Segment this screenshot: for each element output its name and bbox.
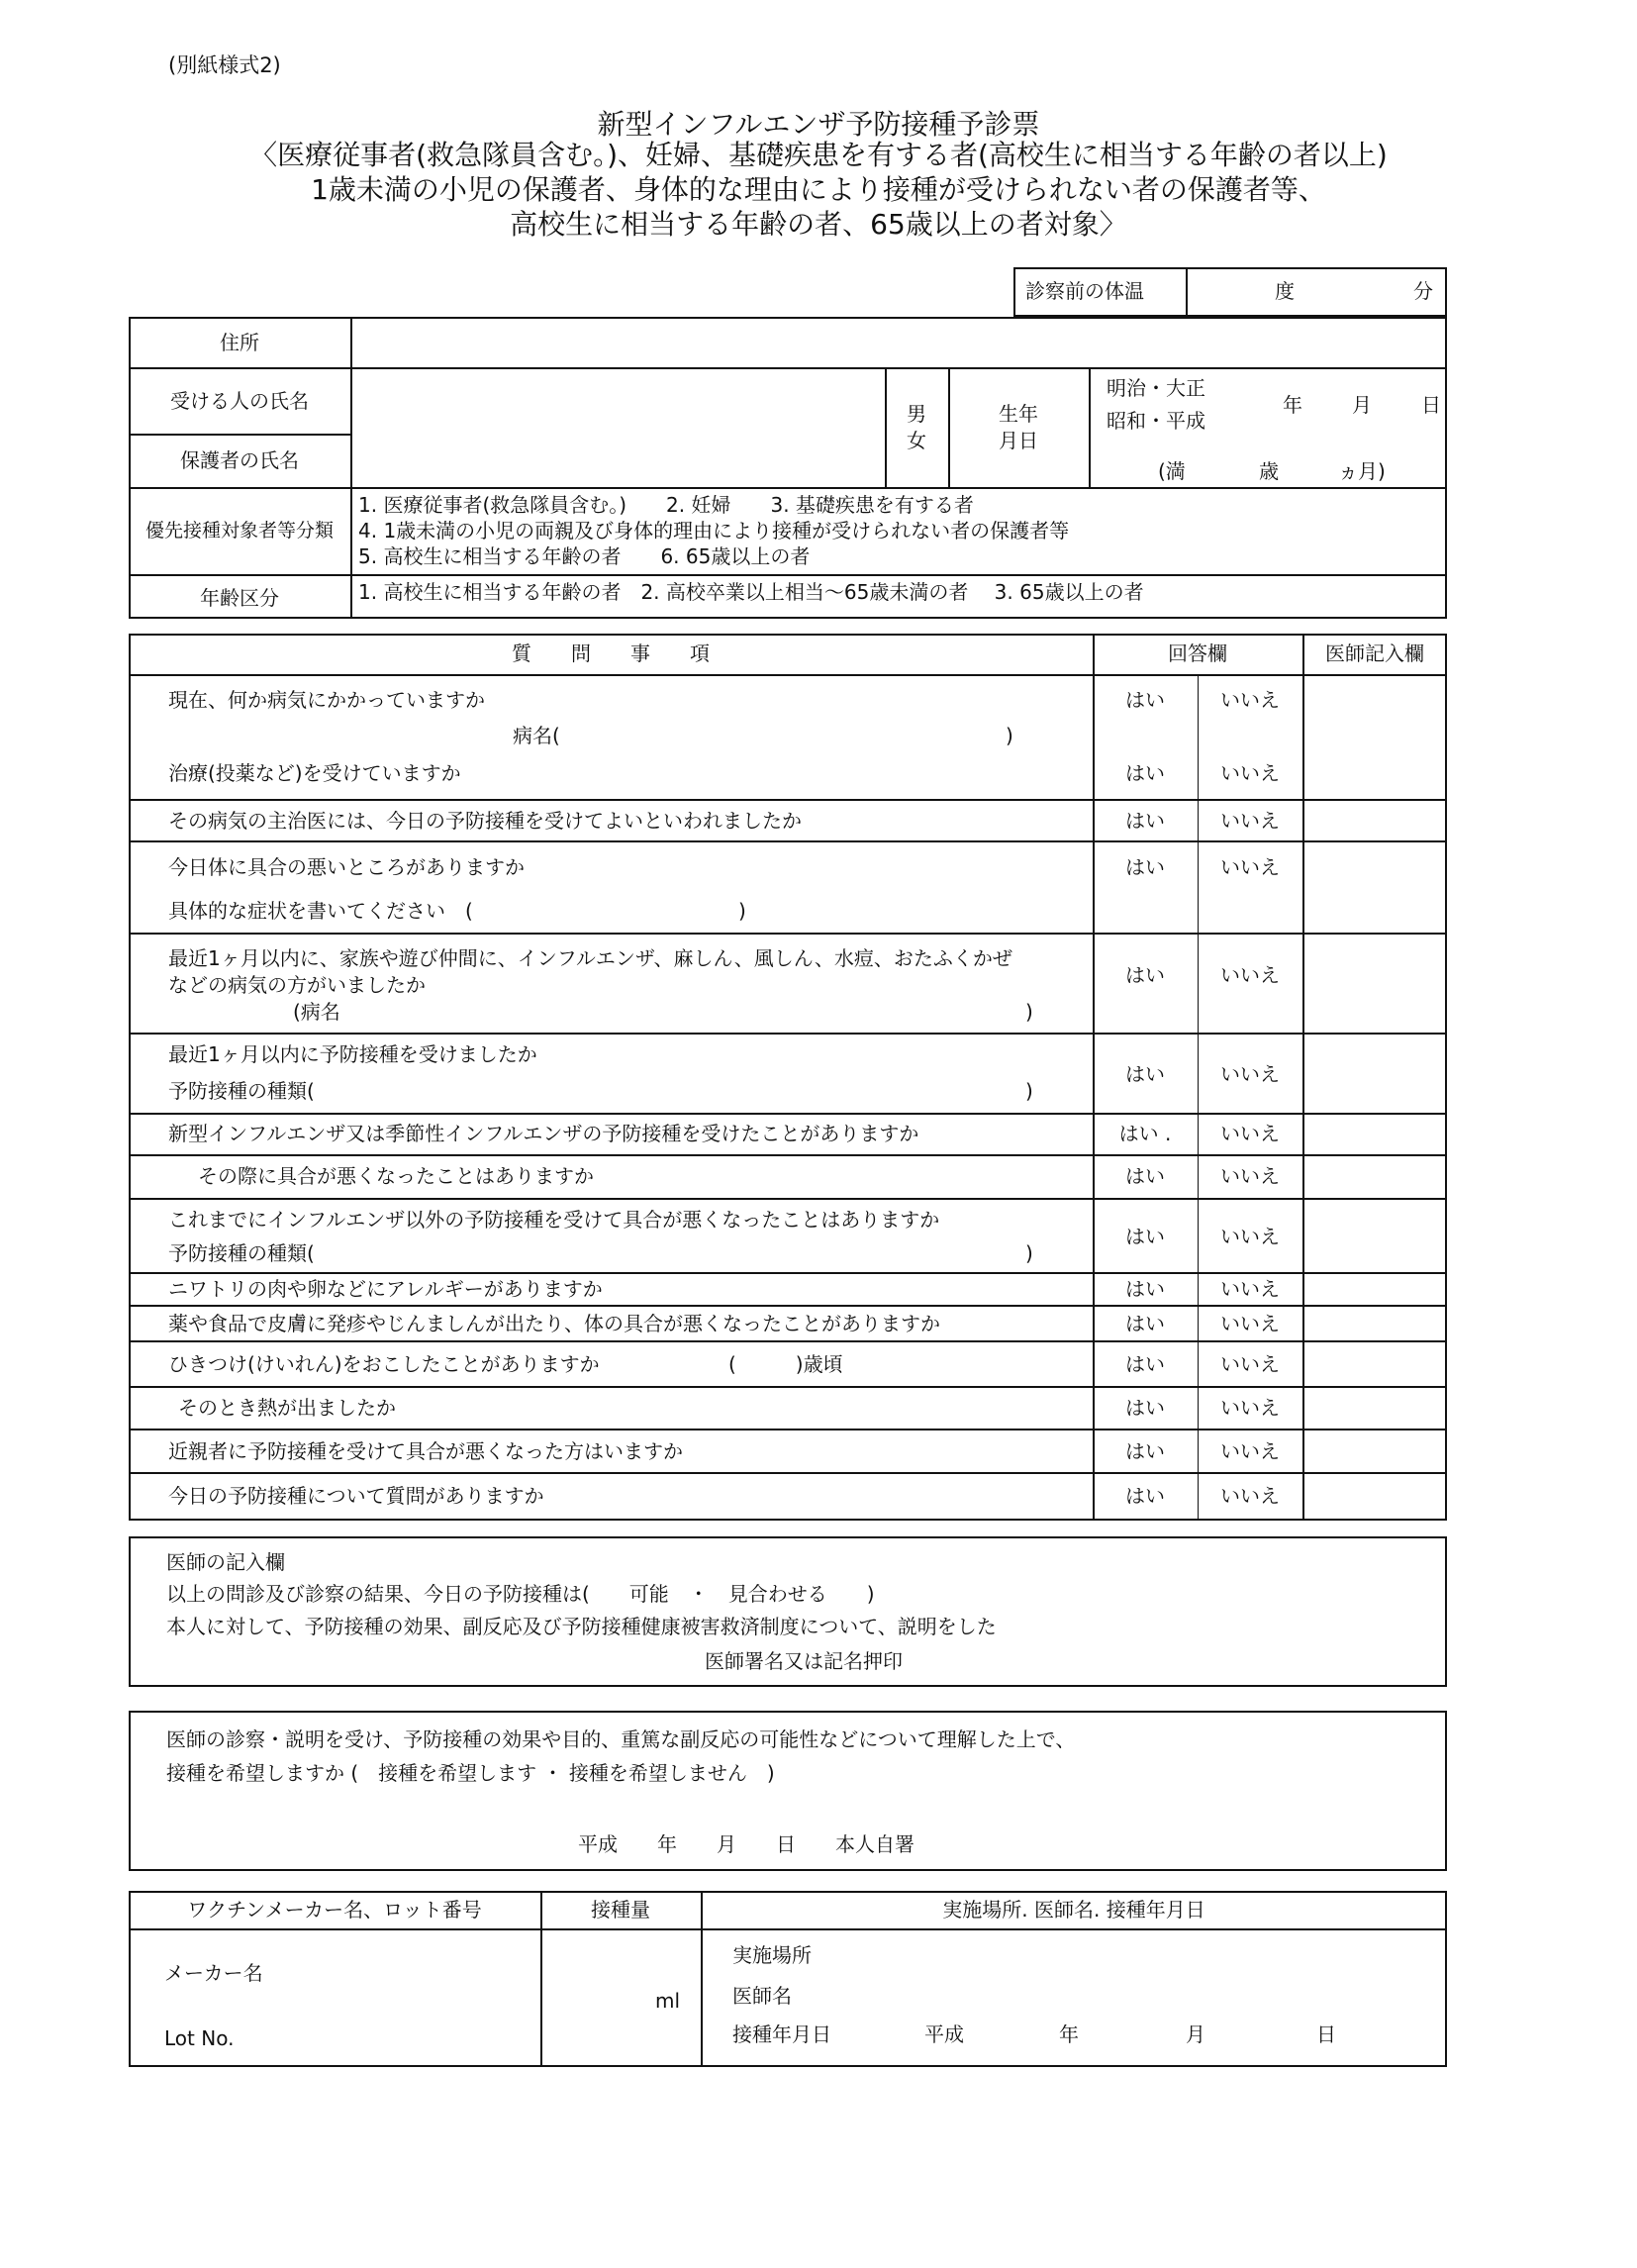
vaccine-type-prompt[interactable]: 予防接種の種類( bbox=[168, 1241, 315, 1265]
maker-name-label[interactable]: メーカー名 bbox=[164, 1961, 263, 1985]
form-title: 新型インフルエンザ予防接種予診票 bbox=[597, 108, 1040, 141]
age-open: (満 bbox=[1158, 459, 1186, 483]
form-subtitle-1: 〈医療従事者(救急隊員含む。)、妊婦、基礎疾患を有する者(高校生に相当する年齢の者以上) bbox=[249, 139, 1388, 171]
priority-option-line-2[interactable]: 4. 1歳未満の小児の両親及び身体的理由により接種が受けられない者の保護者等 bbox=[358, 519, 1070, 542]
question-adverse-reaction: その際に具合が悪くなったことはありますか bbox=[198, 1164, 594, 1188]
vaccination-site-label[interactable]: 実施場所 bbox=[732, 1943, 812, 1967]
temperature-label: 診察前の体温 bbox=[1025, 279, 1144, 303]
site-doctor-date-header: 実施場所. 医師名. 接種年月日 bbox=[942, 1898, 1205, 1922]
question-fever: そのとき熱が出ましたか bbox=[178, 1396, 396, 1420]
question-feeling-unwell: 今日体に具合の悪いところがありますか bbox=[168, 855, 525, 879]
answer-column-header: 回答欄 bbox=[1168, 641, 1227, 665]
priority-option-line-1[interactable]: 1. 医療従事者(救急隊員含む。) 2. 妊婦 3. 基礎疾患を有する者 bbox=[358, 493, 974, 517]
birth-year-unit: 年 bbox=[1283, 393, 1302, 417]
vaccination-date-label: 接種年月日 bbox=[732, 2022, 831, 2046]
doctor-signature-label[interactable]: 医師署名又は記名押印 bbox=[705, 1649, 903, 1673]
doctor-column-header: 医師記入欄 bbox=[1325, 641, 1424, 665]
temperature-degree-field[interactable]: 度 bbox=[1275, 279, 1295, 303]
doctor-explanation-line: 本人に対して、予防接種の効果、副反応及び予防接種健康被害救済制度について、説明をした bbox=[166, 1615, 997, 1638]
answer-yes[interactable]: はい bbox=[1125, 1164, 1165, 1188]
age-group-options[interactable]: 1. 高校生に相当する年齢の者 2. 高校卒業以上相当～65歳未満の者 3. 65歳以上の者 bbox=[358, 580, 1144, 604]
question-flu-vaccine-history: 新型インフルエンザ又は季節性インフルエンザの予防接種を受けたことがありますか bbox=[168, 1122, 919, 1145]
close-paren: ) bbox=[1025, 1241, 1033, 1265]
answer-yes[interactable]: はい bbox=[1125, 1484, 1165, 1508]
guardian-name-label: 保護者の氏名 bbox=[180, 448, 299, 472]
answer-no[interactable]: いいえ bbox=[1220, 1122, 1280, 1145]
answer-no[interactable]: いいえ bbox=[1220, 963, 1280, 987]
form-subtitle-2: 1歳未満の小児の保護者、身体的な理由により接種が受けられない者の保護者等、 bbox=[311, 173, 1326, 206]
answer-no[interactable]: いいえ bbox=[1220, 1062, 1280, 1086]
answer-no[interactable]: いいえ bbox=[1220, 1439, 1280, 1463]
close-paren: ) bbox=[1025, 1000, 1033, 1024]
sex-male-option[interactable]: 男 bbox=[907, 402, 926, 426]
priority-class-label: 優先接種対象者等分類 bbox=[144, 520, 334, 542]
age-group-label: 年齢区分 bbox=[200, 586, 279, 610]
answer-yes[interactable]: はい bbox=[1125, 963, 1165, 987]
answer-yes[interactable]: はい bbox=[1125, 1277, 1165, 1301]
answer-yes[interactable]: はい bbox=[1125, 1396, 1165, 1420]
recipient-name-label: 受ける人の氏名 bbox=[170, 389, 309, 413]
answer-no[interactable]: いいえ bbox=[1220, 1484, 1280, 1508]
answer-yes[interactable]: はい bbox=[1125, 1062, 1165, 1086]
answer-no[interactable]: いいえ bbox=[1220, 1352, 1280, 1376]
question-recent-contact-cont: などの病気の方がいましたか bbox=[168, 973, 426, 997]
answer-no[interactable]: いいえ bbox=[1220, 761, 1280, 785]
question-relative-reaction: 近親者に予防接種を受けて具合が悪くなった方はいますか bbox=[168, 1439, 683, 1463]
answer-yes[interactable]: はい . bbox=[1118, 1122, 1172, 1145]
disease-name-prompt[interactable]: 病名( bbox=[513, 724, 560, 747]
vaccination-date-day[interactable]: 日 bbox=[1316, 2022, 1336, 2046]
doctor-section-title: 医師の記入欄 bbox=[166, 1550, 285, 1574]
sex-female-option[interactable]: 女 bbox=[907, 429, 926, 452]
answer-no[interactable]: いいえ bbox=[1220, 688, 1280, 712]
answer-no[interactable]: いいえ bbox=[1220, 1164, 1280, 1188]
question-current-illness: 現在、何か病気にかかっていますか bbox=[168, 688, 485, 712]
age-years-unit: 歳 bbox=[1259, 459, 1279, 483]
close-paren: ) bbox=[1006, 724, 1013, 747]
convulsion-age-field[interactable]: ( )歳頃 bbox=[728, 1352, 843, 1376]
answer-yes[interactable]: はい bbox=[1125, 855, 1165, 879]
birthdate-label-2: 月日 bbox=[999, 429, 1038, 452]
era-showa-heisei[interactable]: 昭和・平成 bbox=[1107, 409, 1205, 433]
vaccine-maker-header: ワクチンメーカー名、ロット番号 bbox=[187, 1898, 482, 1922]
lot-number-label[interactable]: Lot No. bbox=[164, 2026, 235, 2050]
contact-disease-prompt[interactable]: (病名 bbox=[293, 1000, 340, 1024]
answer-no[interactable]: いいえ bbox=[1220, 855, 1280, 879]
question-doctor-permission: その病気の主治医には、今日の予防接種を受けてよいといわれましたか bbox=[168, 809, 802, 833]
form-number: (別紙様式2) bbox=[168, 53, 281, 77]
answer-yes[interactable]: はい bbox=[1125, 761, 1165, 785]
doctor-decision-line[interactable]: 以上の問診及び診察の結果、今日の予防接種は( 可能 ・ 見合わせる ) bbox=[166, 1582, 875, 1606]
question-egg-allergy: ニワトリの肉や卵などにアレルギーがありますか bbox=[168, 1277, 603, 1301]
question-any-questions: 今日の予防接種について質問がありますか bbox=[168, 1484, 544, 1508]
answer-no[interactable]: いいえ bbox=[1220, 809, 1280, 833]
answer-yes[interactable]: はい bbox=[1125, 1439, 1165, 1463]
vaccination-date-era: 平成 bbox=[924, 2022, 964, 2046]
era-meiji-taisho[interactable]: 明治・大正 bbox=[1107, 376, 1205, 400]
form-subtitle-3: 高校生に相当する年齢の者、65歳以上の者対象〉 bbox=[510, 208, 1127, 241]
answer-yes[interactable]: はい bbox=[1125, 1312, 1165, 1335]
question-drug-food-reaction: 薬や食品で皮膚に発疹やじんましんが出たり、体の具合が悪くなったことがありますか bbox=[168, 1312, 940, 1335]
birth-month-unit: 月 bbox=[1352, 393, 1372, 417]
vaccination-date-year[interactable]: 年 bbox=[1059, 2022, 1079, 2046]
consent-statement: 医師の診察・説明を受け、予防接種の効果や目的、重篤な副反応の可能性などについて理解した上で、 bbox=[166, 1727, 1076, 1751]
question-convulsion: ひきつけ(けいれん)をおこしたことがありますか bbox=[168, 1352, 600, 1376]
close-paren: ) bbox=[1025, 1079, 1033, 1103]
question-recent-contact: 最近1ヶ月以内に、家族や遊び仲間に、インフルエンザ、麻しん、風しん、水痘、おたふくかぜ bbox=[168, 946, 1012, 970]
dose-header: 接種量 bbox=[591, 1898, 650, 1922]
answer-yes[interactable]: はい bbox=[1125, 688, 1165, 712]
recipient-name-field[interactable] bbox=[356, 372, 881, 432]
answer-yes[interactable]: はい bbox=[1125, 809, 1165, 833]
temperature-minute-field[interactable]: 分 bbox=[1413, 279, 1433, 303]
vaccination-date-month[interactable]: 月 bbox=[1186, 2022, 1205, 2046]
answer-no[interactable]: いいえ bbox=[1220, 1225, 1280, 1248]
consent-choice-line[interactable]: 接種を希望しますか ( 接種を希望します ・ 接種を希望しません ) bbox=[166, 1761, 775, 1785]
priority-option-line-3[interactable]: 5. 高校生に相当する年齢の者 6. 65歳以上の者 bbox=[358, 544, 811, 568]
question-column-header: 質 問 事 項 bbox=[512, 641, 710, 665]
question-other-vaccine-reaction: これまでにインフルエンザ以外の予防接種を受けて具合が悪くなったことはありますか bbox=[168, 1208, 940, 1232]
guardian-name-field[interactable] bbox=[356, 438, 881, 483]
dose-unit-ml[interactable]: ml bbox=[655, 1989, 681, 2013]
symptom-description-prompt[interactable]: 具体的な症状を書いてください ( bbox=[168, 899, 473, 923]
answer-yes[interactable]: はい bbox=[1125, 1352, 1165, 1376]
address-label: 住所 bbox=[220, 331, 259, 354]
age-months-unit: ヵ月) bbox=[1338, 459, 1386, 483]
close-paren: ) bbox=[738, 899, 746, 923]
vaccine-type-prompt[interactable]: 予防接種の種類( bbox=[168, 1079, 315, 1103]
answer-no[interactable]: いいえ bbox=[1220, 1312, 1280, 1335]
birthdate-label-1: 生年 bbox=[999, 402, 1038, 426]
question-treatment: 治療(投薬など)を受けていますか bbox=[168, 761, 461, 785]
answer-yes[interactable]: はい bbox=[1125, 1225, 1165, 1248]
consent-signature-line[interactable]: 平成 年 月 日 本人自署 bbox=[578, 1832, 915, 1856]
birth-day-unit: 日 bbox=[1421, 393, 1441, 417]
address-field[interactable] bbox=[356, 321, 1441, 364]
question-recent-vaccination: 最近1ヶ月以内に予防接種を受けましたか bbox=[168, 1042, 537, 1066]
answer-no[interactable]: いいえ bbox=[1220, 1396, 1280, 1420]
vaccinating-doctor-label[interactable]: 医師名 bbox=[732, 1984, 792, 2008]
answer-no[interactable]: いいえ bbox=[1220, 1277, 1280, 1301]
